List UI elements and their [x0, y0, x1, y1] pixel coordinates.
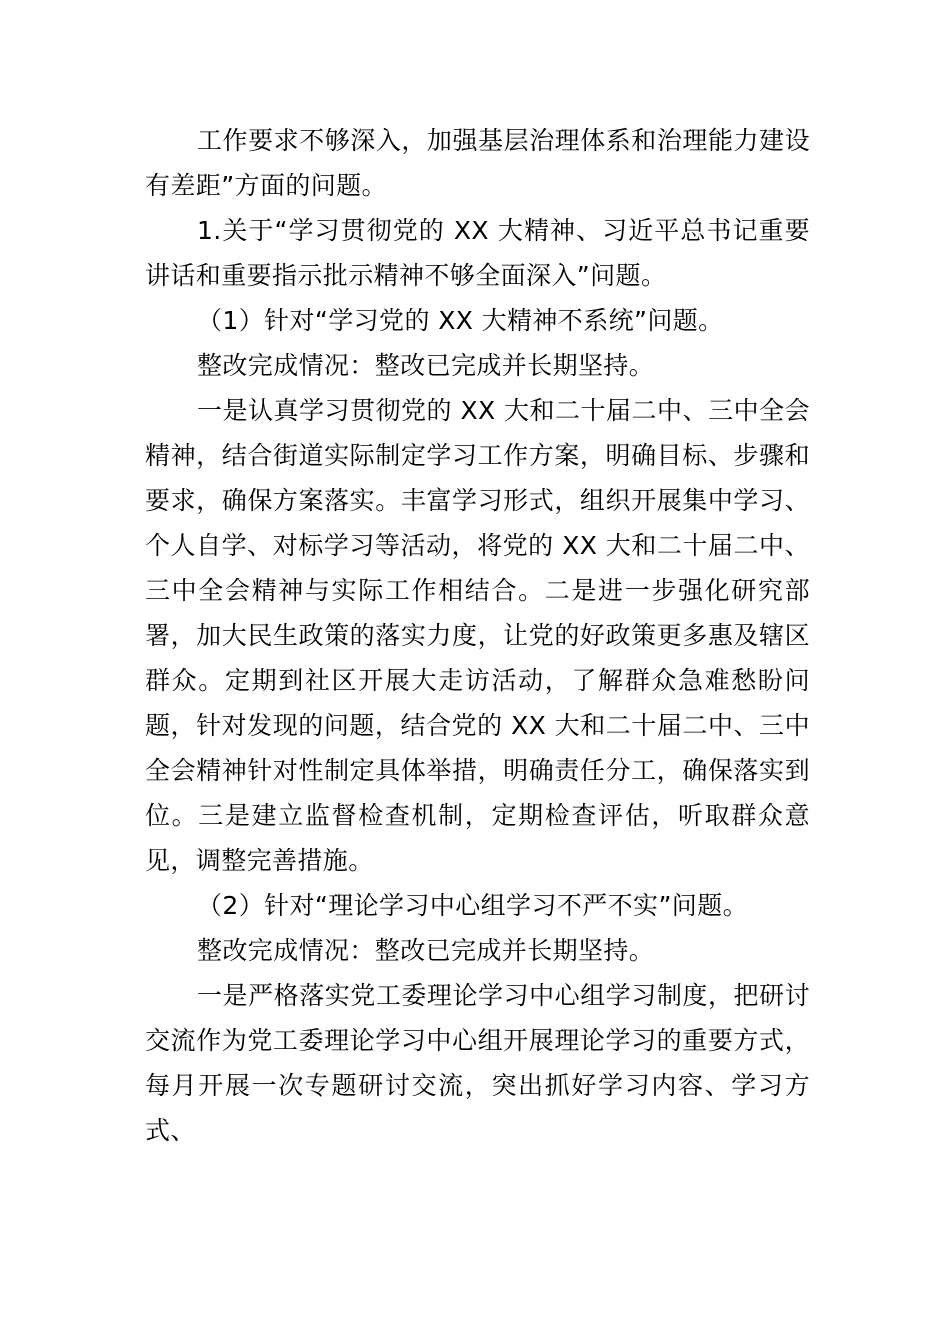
paragraph-intro: 工作要求不够深入，加强基层治理体系和治理能力建设有差距”方面的问题。 — [145, 126, 810, 200]
paragraph-subitem-1-heading: （1）针对“学习党的 XX 大精神不系统”问题。 — [197, 306, 724, 335]
document-body — [145, 118, 810, 1153]
paragraph-subitem-2-heading: （2）针对“理论学习中心组学习不严不实”问题。 — [197, 891, 749, 920]
paragraph-item-1-heading: 1.关于“学习贯彻党的 XX 大精神、习近平总书记重要讲话和重要指示批示精神不够全面深入”问题。 — [145, 216, 810, 290]
paragraph-completion-status-2: 整改完成情况：整改已完成并长期坚持。 — [197, 936, 655, 965]
paragraph-completion-status-1: 整改完成情况：整改已完成并长期坚持。 — [197, 351, 655, 380]
paragraph-measures-1: 一是认真学习贯彻党的 XX 大和二十届二中、三中全会精神，结合街道实际制定学习工作方案，明确目标、步骤和要求，确保方案落实。丰富学习形式，组织开展集中学习、个人自学、对标学习等活动，将党的 XX 大和二十届二中、三中全会精神与实际工作相结合。二是进一步强化研究部署，加大民生政策的落实力度，让党的好政策更多惠及辖区群众。定期到社区开展大走访活动，了解群众急难愁盼问题，针对发现的问题，结合党的 XX 大和二十届二中、三中全会精神针对性制定具体举措，明确责任分工，确保落实到位。三是建立监督检查机制，定期检查评估，听取群众意见，调整完善措施。 — [145, 396, 810, 875]
paragraph-measures-2: 一是严格落实党工委理论学习中心组学习制度，把研讨交流作为党工委理论学习中心组开展理论学习的重要方式，每月开展一次专题研讨交流，突出抓好学习内容、学习方式、 — [145, 981, 810, 1145]
